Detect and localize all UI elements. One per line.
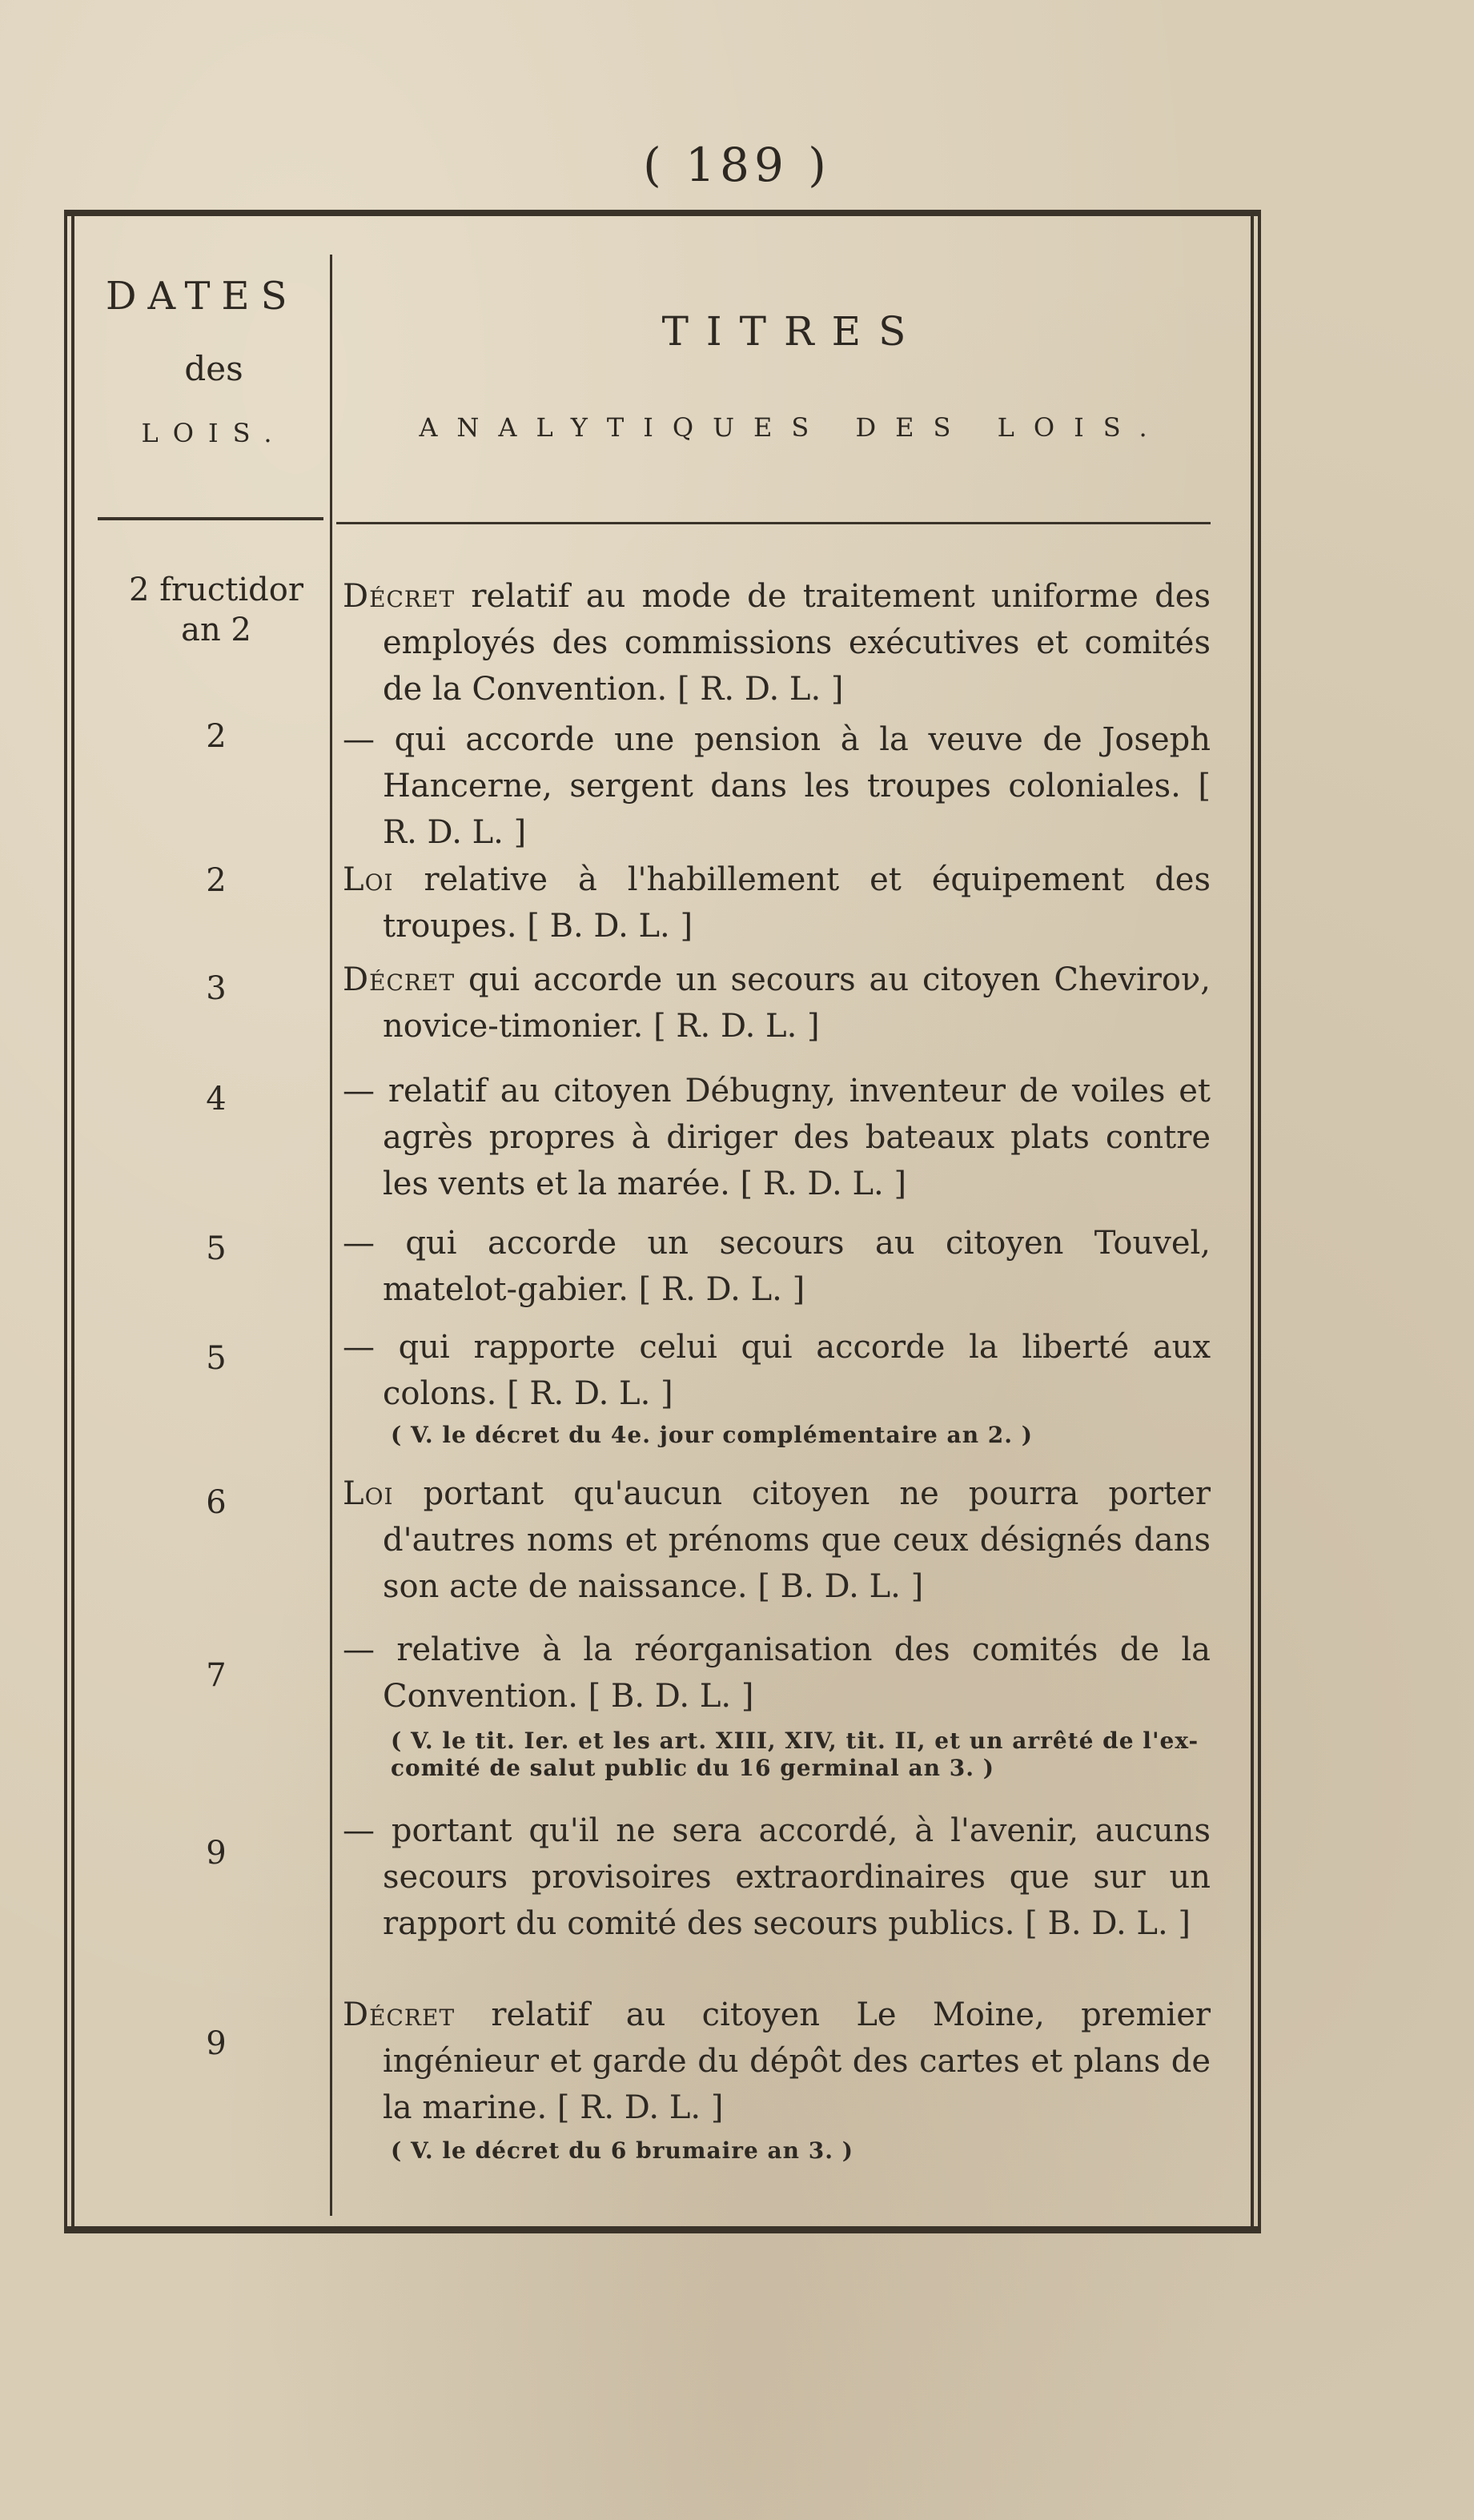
row-entry xyxy=(343,857,1211,949)
header-lois: LOIS. xyxy=(141,418,287,448)
row-date: 9 xyxy=(206,1835,227,1872)
header-dates: DATES xyxy=(106,274,299,319)
row-text: relatif au mode de traitement uniforme des employés des commissions exécutives et comités de la Convention. [ R. D. L. ] xyxy=(383,578,1211,708)
header-rule-left xyxy=(98,517,323,520)
row-note: ( V. le décret du 6 brumaire an 3. ) xyxy=(391,2137,854,2164)
row-entry xyxy=(343,1471,1211,1610)
row-text: — qui rapporte celui qui accorde la liberté aux colons. [ R. D. L. ] xyxy=(343,1329,1211,1412)
row-entry xyxy=(343,1324,1211,1417)
row-text: qui accorde un secours au citoyen Chevirον, novice-timonier. [ R. D. L. ] xyxy=(383,961,1211,1045)
row-text: relatif au citoyen Le Moine, premier ingénieur et garde du dépôt des cartes et plans de la marine. [ R. D. L. ] xyxy=(383,1996,1211,2126)
row-note: ( V. le décret du 4e. jour complémentaire an 2. ) xyxy=(391,1422,1034,1448)
row-date: 2 xyxy=(206,718,227,755)
row-text: — relative à la réorganisation des comités de la Convention. [ B. D. L. ] xyxy=(343,1631,1211,1715)
row-lead: Décret xyxy=(343,1996,456,2033)
row-entry xyxy=(343,573,1211,712)
row-date: 3 xyxy=(206,970,227,1007)
row-lead: Loi xyxy=(343,861,394,898)
page-number: ( 189 ) xyxy=(643,138,831,192)
row-text: — qui accorde une pension à la veuve de Joseph Hancerne, sergent dans les troupes coloniales. [ R. D. L. ] xyxy=(343,721,1211,851)
row-entry xyxy=(343,1992,1211,2131)
row-text: — qui accorde un secours au citoyen Touvel, matelot-gabier. [ R. D. L. ] xyxy=(343,1225,1211,1308)
row-lead: Décret xyxy=(343,961,456,998)
row-lead: Décret xyxy=(343,578,456,615)
row-date: 6 xyxy=(206,1484,227,1521)
row-lead: Loi xyxy=(343,1475,394,1512)
row-entry xyxy=(343,716,1211,856)
row-date: 7 xyxy=(206,1657,227,1694)
header-des: des xyxy=(184,349,243,388)
row-text: relative à l'habillement et équipement des troupes. [ B. D. L. ] xyxy=(383,861,1211,945)
row-text: — relatif au citoyen Débugny, inventeur de voiles et agrès propres à diriger des bateaux plats contre les vents et la marée. [ R. D. L. ] xyxy=(343,1073,1211,1202)
column-divider xyxy=(330,255,332,2216)
row-text: portant qu'aucun citoyen ne pourra porter d'autres noms et prénoms que ceux désignés dans son acte de naissance. [ B. D. L. ] xyxy=(383,1475,1211,1605)
row-date: 2 xyxy=(206,862,227,899)
row-entry xyxy=(343,957,1211,1049)
row-date: 4 xyxy=(206,1081,227,1118)
row-entry xyxy=(343,1220,1211,1313)
row-date: 2 fructidor an 2 xyxy=(129,572,303,648)
header-rule-right xyxy=(336,522,1211,524)
row-entry xyxy=(343,1627,1211,1719)
row-note: ( V. le tit. Ier. et les art. XIII, XIV, tit. II, et un arrêté de l'ex-comité de salut public du 16 germinal an 3. ) xyxy=(391,1727,1199,1781)
row-date: 5 xyxy=(206,1230,227,1267)
row-date: 5 xyxy=(206,1340,227,1377)
header-analytiques: ANALYTIQUES DES LOIS. xyxy=(419,412,1167,443)
row-date: 9 xyxy=(206,2025,227,2062)
row-entry xyxy=(343,1808,1211,1947)
row-entry xyxy=(343,1068,1211,1207)
row-text: — portant qu'il ne sera accordé, à l'avenir, aucuns secours provisoires extraordinaires que sur un rapport du comité des secours publics. [ B. D. L. ] xyxy=(343,1812,1211,1942)
header-titres: TITRES xyxy=(661,308,924,355)
